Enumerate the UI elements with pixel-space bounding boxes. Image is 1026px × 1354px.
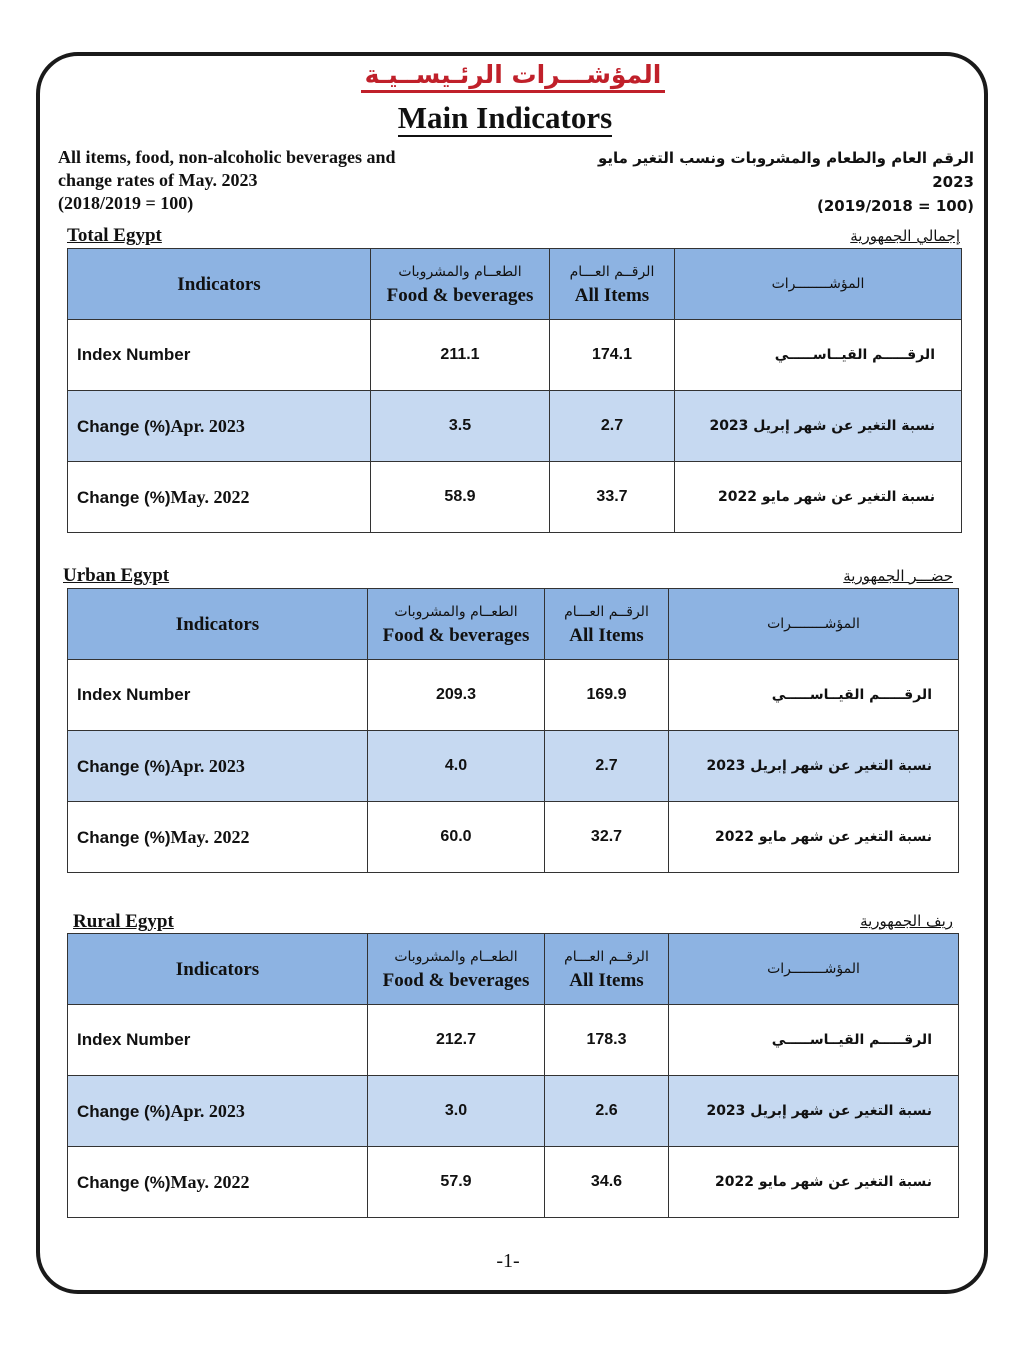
row-label-arabic: الرقـــــم القيــاســـــي (669, 1005, 959, 1076)
indicators-table-total-egypt (67, 248, 962, 533)
header-indicators-arabic: المؤشــــــــرات (669, 589, 959, 660)
section-title-rural-egypt: Rural Egypt (73, 911, 174, 932)
header-food-beverages: الطعــام والمشروبات Food & beverages (371, 249, 550, 320)
food-value: 3.5 (371, 391, 550, 462)
table-row (68, 1076, 959, 1147)
food-value: 211.1 (371, 320, 550, 391)
table-row (68, 1147, 959, 1218)
all-items-value: 2.7 (550, 391, 675, 462)
table-header-row (68, 249, 962, 320)
row-label: Change (%)May. 2022 (68, 802, 368, 873)
all-items-value: 178.3 (545, 1005, 669, 1076)
header-indicators: Indicators (68, 934, 368, 1005)
section-title-total-egypt-arabic: إجمالي الجمهورية (850, 227, 960, 245)
section-title-rural-egypt-arabic: ريف الجمهورية (860, 912, 953, 930)
table-row (68, 802, 959, 873)
food-value: 4.0 (368, 731, 545, 802)
table-header-row (68, 934, 959, 1005)
header-indicators: Indicators (68, 589, 368, 660)
row-label-arabic: نسبة التغير عن شهر مايو 2022 (675, 462, 962, 533)
table-row (68, 660, 959, 731)
row-label: Change (%)Apr. 2023 (68, 731, 368, 802)
food-value: 57.9 (368, 1147, 545, 1218)
section-title-total-egypt: Total Egypt (67, 225, 162, 246)
row-label: Change (%)Apr. 2023 (68, 391, 371, 462)
row-label: Change (%)May. 2022 (68, 462, 371, 533)
all-items-value: 169.9 (545, 660, 669, 731)
header-all-items: الرقــم العـــام All Items (545, 589, 669, 660)
row-label: Index Number (68, 320, 371, 391)
row-label-arabic: نسبة التغير عن شهر إبريل 2023 (669, 1076, 959, 1147)
row-label-arabic: نسبة التغير عن شهر إبريل 2023 (669, 731, 959, 802)
header-indicators-arabic: المؤشــــــــرات (675, 249, 962, 320)
row-label-arabic: نسبة التغير عن شهر إبريل 2023 (675, 391, 962, 462)
row-label: Change (%)Apr. 2023 (68, 1076, 368, 1147)
all-items-value: 2.7 (545, 731, 669, 802)
food-value: 58.9 (371, 462, 550, 533)
food-value: 212.7 (368, 1005, 545, 1076)
table-header-row (68, 589, 959, 660)
page-number: -1- (496, 1250, 520, 1272)
all-items-value: 174.1 (550, 320, 675, 391)
food-value: 3.0 (368, 1076, 545, 1147)
table-row (68, 320, 962, 391)
indicators-table-urban-egypt (67, 588, 959, 873)
row-label: Change (%)May. 2022 (68, 1147, 368, 1218)
table-row (68, 1005, 959, 1076)
row-label: Index Number (68, 660, 368, 731)
row-label-arabic: نسبة التغير عن شهر مايو 2022 (669, 802, 959, 873)
table-row (68, 391, 962, 462)
food-value: 209.3 (368, 660, 545, 731)
description-english: All items, food, non-alcoholic beverages and change rates of May. 2023 (2018/2019 = 100) (58, 147, 396, 213)
all-items-value: 32.7 (545, 802, 669, 873)
description-arabic: الرقم العام والطعام والمشروبات ونسب التغير مايو 2023 (100 = 2019/2018) (598, 149, 974, 215)
section-title-urban-egypt-arabic: حضـــر الجمهورية (843, 567, 953, 585)
food-value: 60.0 (368, 802, 545, 873)
all-items-value: 34.6 (545, 1147, 669, 1218)
header-all-items: الرقــم العـــام All Items (550, 249, 675, 320)
all-items-value: 2.6 (545, 1076, 669, 1147)
section-title-urban-egypt: Urban Egypt (63, 565, 170, 586)
all-items-value: 33.7 (550, 462, 675, 533)
row-label-arabic: نسبة التغير عن شهر مايو 2022 (669, 1147, 959, 1218)
table-row (68, 462, 962, 533)
row-label: Index Number (68, 1005, 368, 1076)
indicators-table-rural-egypt (67, 933, 959, 1218)
page-title-arabic: المؤشـــرات الرئـيســيـة (0, 60, 1026, 89)
row-label-arabic: الرقـــــم القيــاســـــي (675, 320, 962, 391)
header-indicators: Indicators (68, 249, 371, 320)
header-food-beverages: الطعــام والمشروبات Food & beverages (368, 589, 545, 660)
header-food-beverages: الطعــام والمشروبات Food & beverages (368, 934, 545, 1005)
table-row (68, 731, 959, 802)
header-all-items: الرقــم العـــام All Items (545, 934, 669, 1005)
row-label-arabic: الرقـــــم القيــاســـــي (669, 660, 959, 731)
header-indicators-arabic: المؤشــــــــرات (669, 934, 959, 1005)
page-title: Main Indicators (397, 100, 613, 135)
